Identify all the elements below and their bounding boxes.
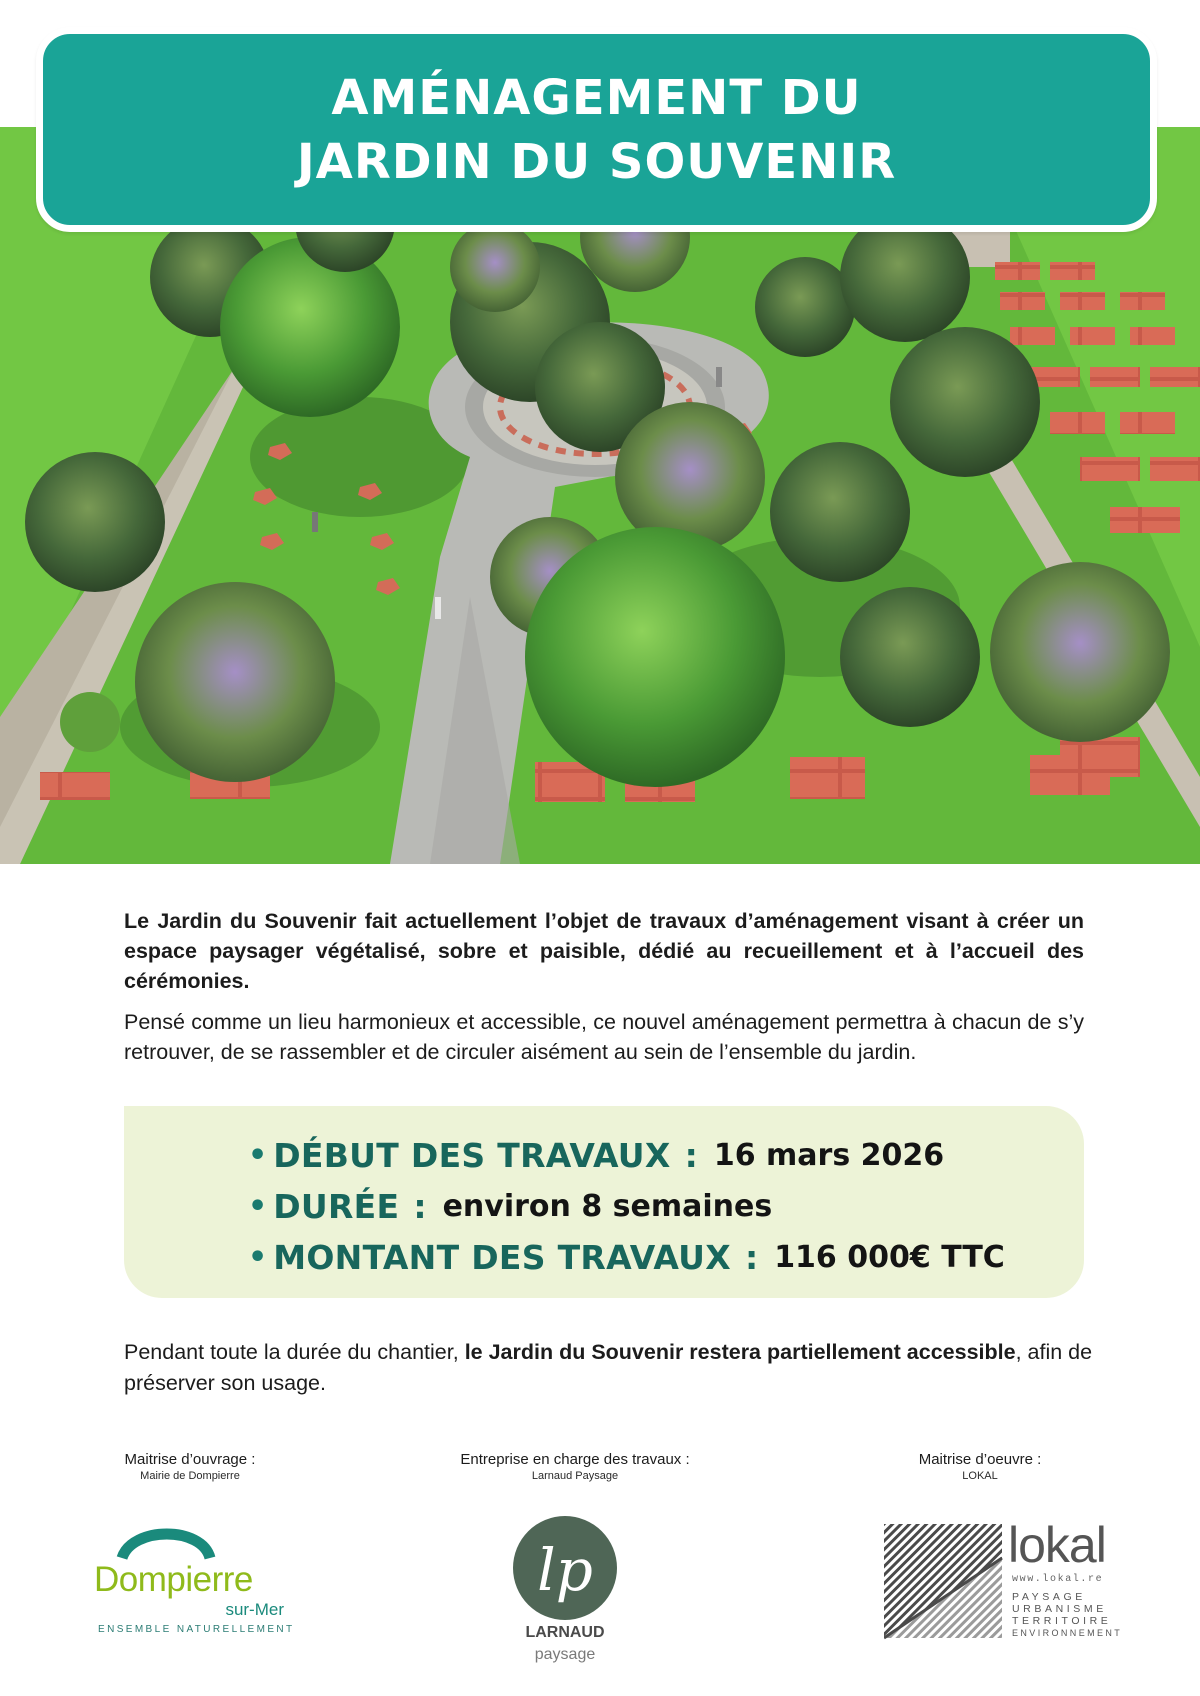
- info-row-amount: [248, 1232, 1084, 1283]
- credit-role: Maitrise d’oeuvre :: [918, 1451, 1042, 1468]
- intro-paragraph-1: Le Jardin du Souvenir fait actuellement l’objet de travaux d’aménagement visant à créer un espace paysager végétalisé, sobre et paisible, dédié au recueillement et à l’accueil des cérémonies.: [124, 909, 1084, 993]
- lokal-name: lokal: [1008, 1517, 1106, 1573]
- info-label-amount: MONTANT DES TRAVAUX: [273, 1238, 731, 1277]
- lokal-logo: [884, 1517, 1123, 1642]
- dompierre-tagline: ENSEMBLE NATURELLEMENT: [98, 1624, 295, 1635]
- bullet-icon: •: [248, 1189, 268, 1224]
- lokal-line-environnement: ENVIRONNEMENT: [1012, 1628, 1123, 1638]
- title-banner: [36, 27, 1157, 232]
- info-row-start: [248, 1130, 1084, 1181]
- info-separator: :: [684, 1136, 698, 1175]
- credit-org: Mairie de Dompierre: [140, 1470, 240, 1482]
- lokal-line-paysage: PAYSAGE: [1012, 1591, 1086, 1603]
- dompierre-name: Dompierre: [94, 1560, 253, 1599]
- intro-text: [124, 906, 1084, 1067]
- intro-paragraph-2: Pensé comme un lieu harmonieux et accessible, ce nouvel aménagement permettra à chacun de s’y retrouver, de se rassembler et de circuler aisément au sein de l’ensemble du jardin.: [124, 1010, 1084, 1064]
- lokal-url: www.lokal.re: [1012, 1574, 1104, 1585]
- bullet-icon: •: [248, 1138, 268, 1173]
- larnaud-name: LARNAUD: [525, 1624, 605, 1641]
- info-label-start: DÉBUT DES TRAVAUX: [273, 1136, 671, 1175]
- info-value-duration: environ 8 semaines: [442, 1189, 773, 1224]
- dompierre-sub: sur-Mer: [225, 1600, 284, 1619]
- info-separator: :: [413, 1187, 427, 1226]
- larnaud-mark: lp: [537, 1536, 593, 1604]
- info-value-start: 16 mars 2026: [713, 1138, 945, 1173]
- dompierre-logo: [92, 1520, 295, 1640]
- credit-role: Maitrise d’ouvrage :: [124, 1451, 256, 1468]
- credit-contractor: [420, 1450, 730, 1484]
- credit-designer: [880, 1450, 1080, 1484]
- info-label-duration: DURÉE: [273, 1187, 400, 1226]
- lokal-hatch-icon: [884, 1522, 1004, 1642]
- bullet-icon: •: [248, 1240, 268, 1275]
- larnaud-logo: [505, 1512, 625, 1672]
- credit-org: LOKAL: [962, 1470, 998, 1482]
- title-line-1: AMÉNAGEMENT DU: [331, 69, 862, 126]
- credit-owner: [70, 1450, 310, 1484]
- info-separator: :: [744, 1238, 759, 1277]
- lokal-line-urbanisme: URBANISME: [1012, 1603, 1107, 1615]
- credit-org: Larnaud Paysage: [531, 1470, 619, 1482]
- notice-text-before: Pendant toute la durée du chantier,: [124, 1340, 465, 1364]
- garden-rendering: [0, 127, 1200, 864]
- title-line-2: JARDIN DU SOUVENIR: [296, 133, 897, 190]
- info-row-duration: [248, 1181, 1084, 1232]
- larnaud-circle-icon: [505, 1512, 625, 1622]
- works-info-box: [124, 1106, 1084, 1298]
- lokal-line-territoire: TERRITOIRE: [1012, 1615, 1112, 1627]
- notice-text-bold: le Jardin du Souvenir restera partiellement accessible: [464, 1340, 1016, 1364]
- larnaud-sub: paysage: [534, 1646, 596, 1663]
- credit-role: Entreprise en charge des travaux :: [460, 1451, 690, 1468]
- notice-text-after: , afin de préserver son usage.: [124, 1340, 1093, 1395]
- access-notice: [124, 1337, 1094, 1399]
- info-value-amount: 116 000€ TTC: [774, 1240, 1005, 1275]
